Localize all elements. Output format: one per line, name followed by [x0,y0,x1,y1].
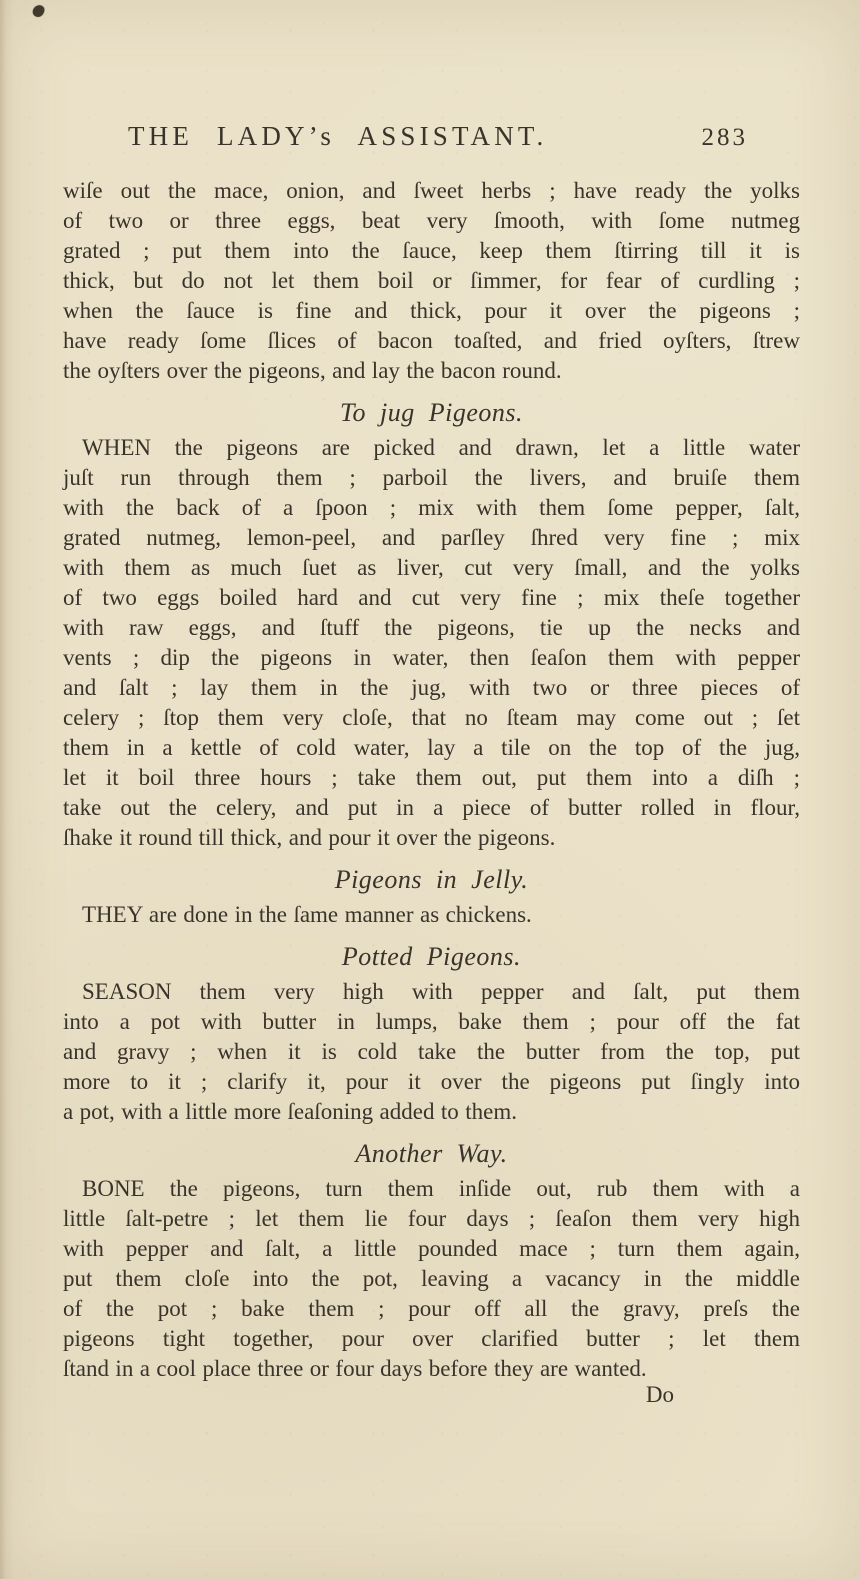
text-line: WHEN the pigeons are picked and drawn, let a little water [82,435,800,460]
text-line: take out the celery, and put in a piece of butter rolled in flour, [63,795,800,820]
text-line: put them cloſe into the pot, leaving a vacancy in the middle [63,1266,800,1291]
text-line: have ready ſome ſlices of bacon toaſted, and fried oyſters, ſtrew [63,328,800,353]
text-line: grated nutmeg, lemon-peel, and parſley ſhred very fine ; mix [63,525,800,550]
text-line: thick, but do not let them boil or ſimmer, for fear of curdling ; [63,268,800,293]
text-line: when the ſauce is fine and thick, pour it over the pigeons ; [63,298,800,323]
text-line: BONE the pigeons, turn them inſide out, rub them with a [82,1176,800,1201]
text-line: SEASON them very high with pepper and ſalt, put them [82,979,800,1004]
text-line: wiſe out the mace, onion, and ſweet herbs ; have ready the yolks [63,178,800,203]
paragraph-potted-pigeons [63,977,800,1127]
heading-another-way: Another Way. [355,1139,508,1168]
text-line: vents ; dip the pigeons in water, then ſeaſon them with pepper [63,645,800,670]
text-line: ſtand in a cool place three or four days before they are wanted. [63,1356,647,1381]
text-line: the oyſters over the pigeons, and lay the bacon round. [63,358,562,383]
text-line: THEY are done in the ſame manner as chickens. [82,902,532,927]
paragraph-another-way [63,1174,800,1384]
text-line: ſhake it round till thick, and pour it over the pigeons. [63,825,556,850]
page-body [63,176,800,1410]
text-line: celery ; ſtop them very cloſe, that no ſteam may come out ; ſet [63,705,800,730]
text-line: and ſalt ; lay them in the jug, with two or three pieces of [63,675,800,700]
paragraph-continuation [63,176,800,386]
text-line: let it boil three hours ; take them out, put them into a diſh ; [63,765,800,790]
text-line: little ſalt-petre ; let them lie four days ; ſeaſon them very high [63,1206,800,1231]
page-number: 283 [701,124,748,151]
text-line: of two or three eggs, beat very ſmooth, with ſome nutmeg [63,208,800,233]
paragraph-jug-pigeons [63,433,800,853]
heading-potted-pigeons: Potted Pigeons. [341,942,522,971]
text-line: pigeons tight together, pour over clarified butter ; let them [63,1326,800,1351]
text-line: with pepper and ſalt, a little pounded mace ; turn them again, [63,1236,800,1261]
text-line: grated ; put them into the ſauce, keep them ſtirring till it is [63,238,800,263]
text-line: of the pot ; bake them ; pour off all the gravy, preſs the [63,1296,800,1321]
text-line: juſt run through them ; parboil the livers, and bruiſe them [63,465,800,490]
text-line: with raw eggs, and ſtuff the pigeons, tie up the necks and [63,615,800,640]
text-line: with the back of a ſpoon ; mix with them ſome pepper, ſalt, [63,495,800,520]
running-title: THE LADY’s ASSISTANT. [128,121,548,151]
text-line: with them as much ſuet as liver, cut very ſmall, and the yolks [63,555,800,580]
running-head [0,121,860,155]
text-line: of two eggs boiled hard and cut very fine ; mix theſe together [63,585,800,610]
heading-pigeons-in-jelly: Pigeons in Jelly. [334,865,529,894]
text-line: and gravy ; when it is cold take the butter from the top, put [63,1039,800,1064]
catchword: Do [645,1382,674,1407]
text-line: a pot, with a little more ſeaſoning added to them. [63,1099,517,1124]
text-line: them in a kettle of cold water, lay a tile on the top of the jug, [63,735,800,760]
heading-to-jug-pigeons: To jug Pigeons. [339,398,524,427]
paragraph-pigeons-in-jelly [63,900,800,930]
text-line: into a pot with butter in lumps, bake them ; pour off the fat [63,1009,800,1034]
ink-fleck [31,4,45,19]
text-line: more to it ; clarify it, pour it over the pigeons put ſingly into [63,1069,800,1094]
